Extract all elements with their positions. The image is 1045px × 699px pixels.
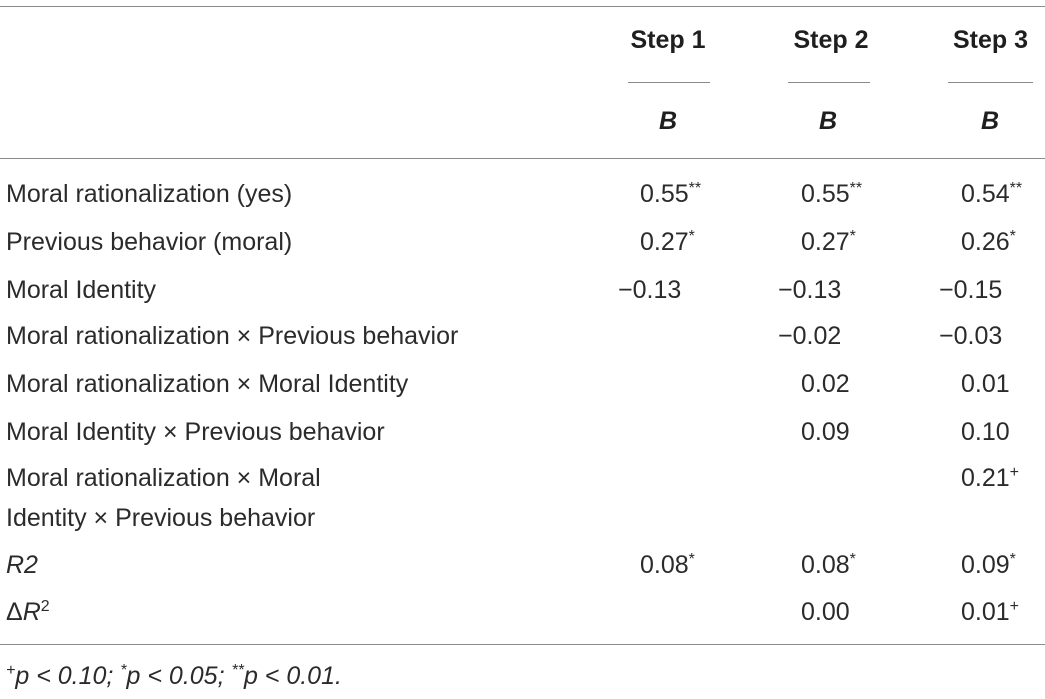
cell-step-3: −0.15 [939,276,1003,304]
row-label-line-1: Moral rationalization × Moral [6,464,321,492]
header-bottom-rule [0,158,1045,159]
table-row [0,276,1045,306]
header-underline-step-1 [628,82,710,83]
cell-step-3: 0.10 [961,418,1010,446]
cell-step-3: 0.26* [961,228,1016,256]
table-row [0,180,1045,210]
cell-step-1: −0.13 [618,276,682,304]
cell-step-2: 0.00 [801,598,850,626]
table-row [0,370,1045,400]
cell-step-1: 0.27* [640,228,695,256]
cell-step-2: −0.13 [778,276,842,304]
row-label: Moral Identity [6,276,157,304]
row-label: Previous behavior (moral) [6,228,293,256]
header-step-1: Step 1 [630,26,706,54]
cell-step-3: 0.21+ [961,464,1020,492]
cell-step-2: 0.02 [801,370,850,398]
table-row [0,551,1045,581]
row-label: Moral rationalization × Previous behavior [6,322,459,350]
row-label: Moral rationalization × Moral Identity [6,370,409,398]
row-label-line-2: Identity × Previous behavior [6,504,316,532]
cell-step-2: 0.55** [801,180,863,208]
cell-step-3: 0.54** [961,180,1023,208]
cell-step-3: 0.01+ [961,598,1020,626]
cell-step-1: 0.55** [640,180,702,208]
row-label: $\Delta R^2$ [6,598,50,626]
header-step-3: Step 3 [952,26,1029,54]
table-footnote: +p < 0.10; *p < 0.05; **p < 0.01. [6,662,342,690]
table-row [0,464,1045,540]
row-label: Moral rationalization (yes) [6,180,293,208]
table-bottom-rule [0,644,1045,645]
table-top-rule [0,6,1045,7]
table-row [0,322,1045,352]
cell-step-1: 0.08* [640,551,695,579]
table-row [0,418,1045,448]
table-row [0,598,1045,628]
cell-step-2: 0.08* [801,551,856,579]
cell-step-3: 0.01 [961,370,1010,398]
coef-header-step-3: B [980,107,1000,135]
coef-header-step-1: B [658,107,678,135]
row-label: R2 [6,551,38,579]
header-step-2: Step 2 [793,26,869,54]
coef-header-step-2: B [818,107,838,135]
cell-step-2: 0.09 [801,418,850,446]
cell-step-2: 0.27* [801,228,856,256]
row-label: Moral Identity × Previous behavior [6,418,385,446]
cell-step-3: 0.09* [961,551,1016,579]
header-underline-step-2 [788,82,870,83]
cell-step-2: −0.02 [778,322,842,350]
table-row [0,228,1045,258]
header-underline-step-3 [948,82,1033,83]
cell-step-3: −0.03 [939,322,1003,350]
